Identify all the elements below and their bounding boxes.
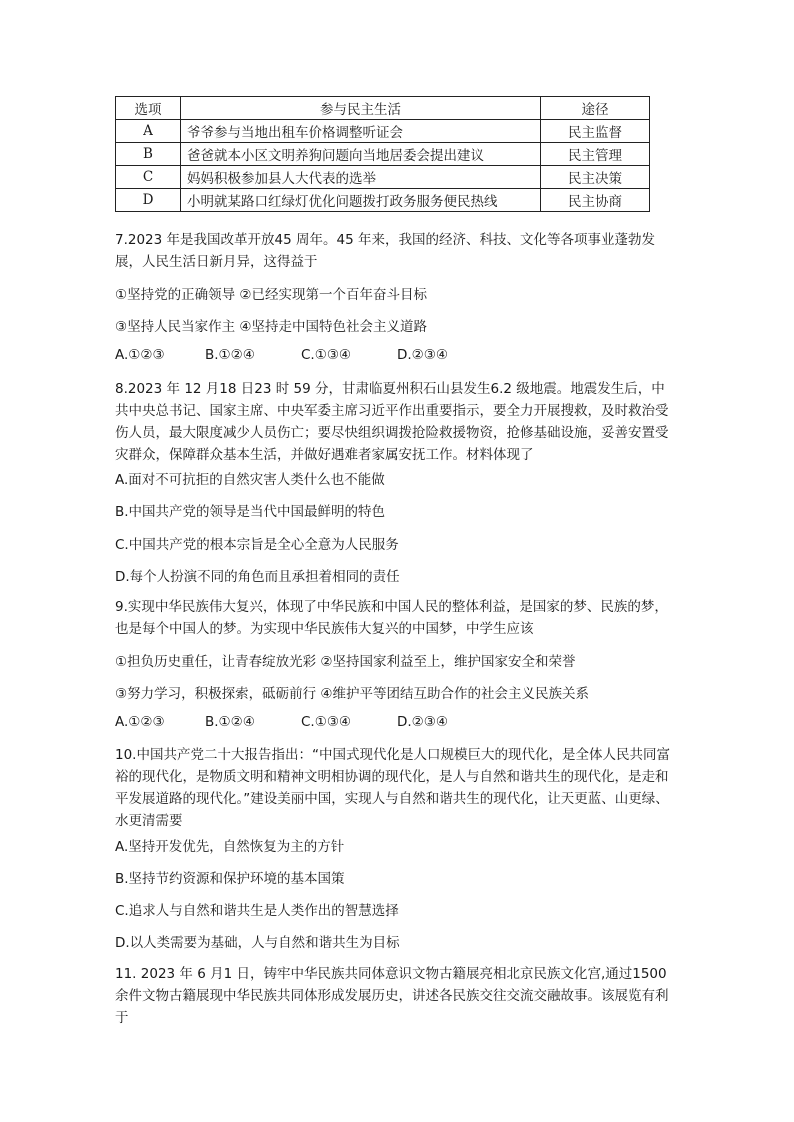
table-row: [116, 120, 650, 143]
table-cell: 妈妈积极参加县人大代表的选举: [181, 166, 541, 189]
table-cell: 民主监督: [541, 120, 650, 143]
q9-choices: [115, 714, 448, 730]
q8-stem: 8.2023 年 12 月18 日23 时 59 分，甘肃临夏州积石山县发生6.2 级地震。地震发生后，中共中央总书记、国家主席、中央军委主席习近平作出重要指示，要全力开展搜救，及时救治受伤人员，最大限度减少人员伤亡；要尽快组织调拨抢险救援物资，抢修基础设施，妥善安置受灾群众，保障群众基本生活，并做好遇难者家属安抚工作。材料体现了: [115, 381, 669, 463]
q7-stem: 7.2023 年是我国改革开放45 周年。45 年来，我国的经济、科技、文化等各项事业蓬勃发展，人民生活日新月异，这得益于: [115, 232, 655, 270]
header-cell: 选项: [116, 97, 181, 120]
q7-statement-line: ③坚持人民当家作主 ④坚持走中国特色社会主义道路: [115, 319, 427, 335]
options-table: [115, 96, 650, 212]
q10-option-c: C.追求人与自然和谐共生是人类作出的智慧选择: [115, 903, 399, 919]
choice-b: B.①②④: [205, 347, 255, 363]
q11-stem: 11. 2023 年 6 月1 日，铸牢中华民族共同体意识文物古籍展亮相北京民族文化宫,通过1500 余件文物古籍展现中华民族共同体形成发展历史，讲述各民族交往交流交融故事。该展览有利于: [115, 966, 669, 1026]
table-row: [116, 189, 650, 212]
table-cell: C: [116, 166, 181, 189]
choice-b: B.①②④: [205, 714, 255, 730]
q9-statement-line: ③努力学习，积极探索，砥砺前行 ④维护平等团结互助合作的社会主义民族关系: [115, 686, 589, 702]
table-header-row: [116, 97, 650, 120]
choice-c: C.①③④: [301, 714, 352, 730]
q8-option-c: C.中国共产党的根本宗旨是全心全意为人民服务: [115, 537, 399, 553]
q7-choices: [115, 347, 448, 363]
table-cell: 爸爸就本小区文明养狗问题向当地居委会提出建议: [181, 143, 541, 166]
table-cell: 小明就某路口红绿灯优化问题拨打政务服务便民热线: [181, 189, 541, 212]
q8-option-d: D.每个人扮演不同的角色而且承担着相同的责任: [115, 569, 400, 585]
q10-option-a: A.坚持开发优先，自然恢复为主的方针: [115, 839, 345, 855]
q9-stem: 9.实现中华民族伟大复兴，体现了中华民族和中国人民的整体利益，是国家的梦、民族的梦，也是每个中国人的梦。为实现中华民族伟大复兴的中国梦，中学生应该: [115, 599, 668, 637]
q10-option-b: B.坚持节约资源和保护环境的基本国策: [115, 871, 345, 887]
q7-statement-line: ①坚持党的正确领导 ②已经实现第一个百年奋斗目标: [115, 287, 427, 303]
table-row: [116, 166, 650, 189]
choice-a: A.①②③: [115, 347, 165, 363]
choice-d: D.②③④: [397, 347, 448, 363]
choice-a: A.①②③: [115, 714, 165, 730]
table-cell: A: [116, 120, 181, 143]
choice-c: C.①③④: [301, 347, 352, 363]
header-cell: 途径: [541, 97, 650, 120]
choice-d: D.②③④: [397, 714, 448, 730]
table-cell: D: [116, 189, 181, 212]
table-cell: 爷爷参与当地出租车价格调整听证会: [181, 120, 541, 143]
table-cell: 民主管理: [541, 143, 650, 166]
q9-statement-line: ①担负历史重任，让青春绽放光彩 ②坚持国家利益至上，维护国家安全和荣誉: [115, 654, 576, 670]
table-cell: 民主协商: [541, 189, 650, 212]
q10-option-d: D.以人类需要为基础，人与自然和谐共生为目标: [115, 935, 400, 951]
q10-stem: 10.中国共产党二十大报告指出：“中国式现代化是人口规模巨大的现代化，是全体人民共同富裕的现代化，是物质文明和精神文明相协调的现代化，是人与自然和谐共生的现代化，是走和平发展道路的现代化。”建设美丽中国，实现人与自然和谐共生的现代化，让天更蓝、山更绿、水更清需要: [115, 747, 670, 829]
q8-option-b: B.中国共产党的领导是当代中国最鲜明的特色: [115, 504, 386, 520]
table-cell: B: [116, 143, 181, 166]
table-row: [116, 143, 650, 166]
table-cell: 民主决策: [541, 166, 650, 189]
q8-option-a: A.面对不可抗拒的自然灾害人类什么也不能做: [115, 472, 385, 488]
header-cell: 参与民主生活: [181, 97, 541, 120]
